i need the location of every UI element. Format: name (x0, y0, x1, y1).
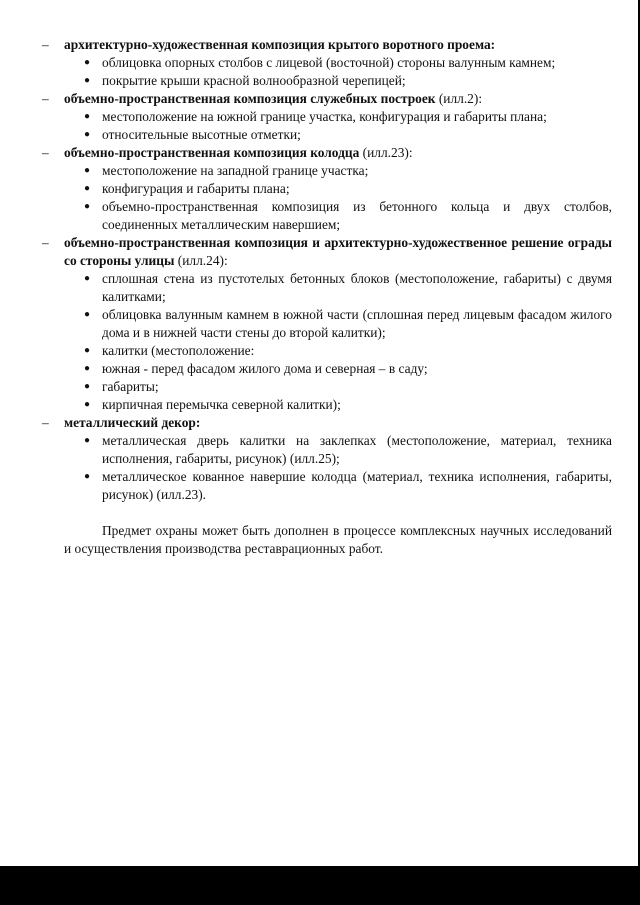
bullet-icon: ● (84, 399, 91, 410)
bullet-icon: ● (84, 75, 91, 86)
list-item-text: покрытие крыши красной волнообразной черепицей; (102, 73, 406, 88)
section-title: объемно-пространственная композиция и архитектурно-художественное решение ограды со стороны улицы (64, 235, 612, 268)
dash-marker: – (42, 145, 49, 160)
list-item-text: южная - перед фасадом жилого дома и северная – в саду; (102, 361, 428, 376)
list-item (0, 306, 640, 342)
document-content (0, 36, 640, 571)
section-title: металлический декор: (64, 415, 201, 430)
bullet-icon: ● (84, 201, 91, 212)
list-item (0, 180, 640, 198)
section-outbuildings (0, 90, 640, 144)
list-item (0, 270, 640, 306)
list-item (0, 72, 640, 90)
list-item (0, 396, 640, 414)
bullet-icon: ● (84, 57, 91, 68)
section-suffix: (илл.2): (435, 91, 483, 106)
section-metal-decor (0, 414, 640, 504)
section-gate (0, 36, 640, 90)
list-item-text: металлическая дверь калитки на заклепках (местоположение, материал, техника исполнения, габариты, рисунок) (илл.25); (102, 433, 612, 466)
section-well (0, 144, 640, 234)
list-item-text: конфигурация и габариты плана; (102, 181, 290, 196)
bullet-icon: ● (84, 435, 91, 446)
bullet-icon: ● (84, 183, 91, 194)
list-item (0, 162, 640, 180)
bullet-list (0, 270, 640, 414)
bullet-icon: ● (84, 273, 91, 284)
list-item (0, 360, 640, 378)
bullet-icon: ● (84, 381, 91, 392)
dash-marker: – (42, 235, 49, 250)
list-item-text: относительные высотные отметки; (102, 127, 301, 142)
section-title: архитектурно-художественная композиция крытого воротного проема: (64, 37, 496, 52)
list-item-text: объемно-пространственная композиция из бетонного кольца и двух столбов, соединенных металлическим навершием; (102, 199, 612, 232)
list-item (0, 468, 640, 504)
section-fence (0, 234, 640, 414)
dash-marker: – (42, 415, 49, 430)
list-item-text: металлическое кованное навершие колодца (материал, техника исполнения, габариты, рисунок) (илл.23). (102, 469, 612, 502)
bullet-icon: ● (84, 129, 91, 140)
list-item (0, 432, 640, 468)
list-item-text: сплошная стена из пустотелых бетонных блоков (местоположение, габариты) с двумя калитками; (102, 271, 612, 304)
list-item-text: местоположение на южной границе участка, конфигурация и габариты плана; (102, 109, 547, 124)
section-title: объемно-пространственная композиция колодца (64, 145, 360, 160)
section-heading (0, 234, 640, 270)
list-item-text: местоположение на западной границе участка; (102, 163, 369, 178)
dash-marker: – (42, 37, 49, 52)
list-item-text: калитки (местоположение: (102, 343, 255, 358)
list-item-text: габариты; (102, 379, 159, 394)
list-item (0, 108, 640, 126)
dash-marker: – (42, 91, 49, 106)
bullet-icon: ● (84, 309, 91, 320)
list-item-text: облицовка валунным камнем в южной части (сплошная перед лицевым фасадом жилого дома и в нижней части стены до второй калитки); (102, 307, 612, 340)
bullet-icon: ● (84, 345, 91, 356)
section-heading (0, 144, 640, 162)
bullet-icon: ● (84, 111, 91, 122)
list-item (0, 198, 640, 234)
closing-paragraph: Предмет охраны может быть дополнен в процессе комплексных научных исследований и осуществления производства реставрационных работ. (64, 523, 612, 556)
list-item (0, 378, 640, 396)
section-heading (0, 414, 640, 432)
list-item (0, 54, 640, 72)
section-heading (0, 90, 640, 108)
bullet-icon: ● (84, 165, 91, 176)
bullet-icon: ● (84, 471, 91, 482)
bullet-list (0, 432, 640, 504)
section-suffix: (илл.23): (359, 145, 413, 160)
list-item-text: облицовка опорных столбов с лицевой (восточной) стороны валунным камнем; (102, 55, 556, 70)
section-heading (0, 36, 640, 54)
list-item (0, 126, 640, 144)
section-suffix: (илл.24): (174, 253, 228, 268)
list-item-text: кирпичная перемычка северной калитки); (102, 397, 341, 412)
bullet-list (0, 54, 640, 90)
bullet-list (0, 108, 640, 144)
bullet-icon: ● (84, 363, 91, 374)
bullet-list (0, 162, 640, 234)
section-title: объемно-пространственная композиция служебных построек (64, 91, 436, 106)
bottom-black-bar (0, 866, 640, 905)
list-item (0, 342, 640, 360)
